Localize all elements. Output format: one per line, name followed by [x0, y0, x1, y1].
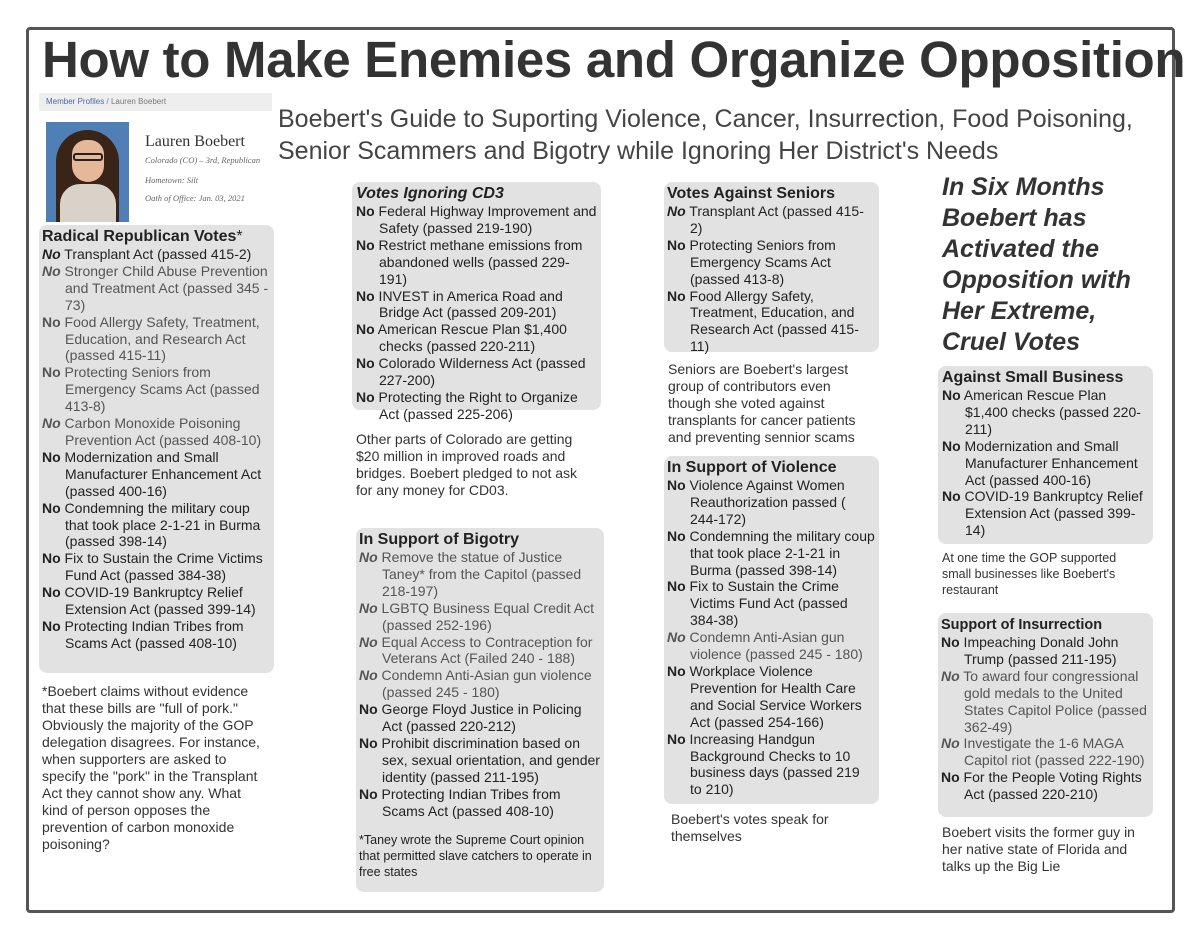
vote-bill-text: Carbon Monoxide Poisoning Prevention Act (passed 408-10) — [60, 415, 262, 448]
vote-no-label: No — [359, 599, 378, 616]
cd3-votes-heading: Votes Ignoring CD3 — [356, 185, 504, 202]
vote-item — [356, 288, 597, 322]
colorado-note: Other parts of Colorado are getting $20 million in improved roads and bridges. Boebert pledged to not ask for any money for CD03. — [356, 431, 578, 498]
vote-item — [359, 667, 600, 701]
vote-bill-text: Modernization and Small Manufacturer Enhancement Act (passed 400-16) — [960, 437, 1138, 488]
taney-footnote: *Taney wrote the Supreme Court opinion that permitted slave catchers to operate in free states — [359, 832, 592, 879]
vote-item — [942, 488, 1149, 539]
insurrection-votes-box — [938, 613, 1153, 817]
vote-no-label: No — [359, 549, 378, 565]
vote-item — [942, 438, 1149, 489]
vote-item — [941, 668, 1149, 736]
vote-no-label: No — [42, 499, 61, 516]
vote-item — [42, 449, 271, 500]
vote-no-label: No — [359, 667, 378, 684]
vote-bill-text: Increasing Handgun Background Checks to 10 business days (passed 219 to 210) — [685, 730, 860, 798]
vote-no-label: No — [942, 437, 961, 454]
vote-item — [42, 415, 271, 449]
vote-no-label: No — [942, 488, 961, 505]
bigotry-votes-box — [356, 528, 604, 892]
vote-bill-text: Condemning the military coup that took place 2-1-21 in Burma (passed 398-14) — [685, 527, 875, 578]
vote-bill-text: Violence Against Women Reauthorization passed ( 244-172) — [685, 477, 846, 527]
vote-bill-text: COVID-19 Bankruptcy Relief Extension Act (passed 399-14) — [60, 584, 256, 618]
vote-no-label: No — [941, 735, 960, 752]
vote-no-label: No — [42, 364, 61, 381]
insurrection-note: Boebert visits the former guy in her native state of Florida and talks up the Big Lie — [942, 824, 1135, 874]
vote-bill-text: Restrict methane emissions from abandoned wells (passed 229-191) — [374, 236, 583, 287]
vote-no-label: No — [42, 550, 61, 567]
member-oath: Oath of Office: Jan. 03, 2021 — [145, 193, 245, 203]
vote-bill-text: Protecting Indian Tribes from Scams Act (passed 408-10) — [377, 785, 561, 819]
insurrection-heading: Support of Insurrection — [941, 617, 1103, 633]
vote-bill-text: Condemn Anti-Asian gun violence (passed 245 - 180) — [685, 629, 863, 663]
vote-item — [42, 550, 271, 584]
vote-no-label: No — [359, 633, 378, 650]
vote-bill-text: For the People Voting Rights Act (passed 220-210) — [959, 769, 1142, 803]
vote-item — [667, 629, 875, 663]
vote-item — [941, 769, 1149, 803]
vote-bill-text: COVID-19 Bankruptcy Relief Extension Act (passed 399-14) — [960, 488, 1143, 539]
vote-no-label: No — [42, 262, 61, 279]
vote-no-label: No — [356, 203, 375, 219]
small-business-votes-list — [942, 387, 1149, 539]
vote-bill-text: Food Allergy Safety, Treatment, Education, and Research Act (passed 415-11) — [60, 313, 260, 364]
seniors-votes-heading: Votes Against Seniors — [667, 185, 836, 202]
vote-bill-text: Transplant Act (passed 415-2) — [685, 203, 864, 236]
vote-no-label: No — [359, 734, 378, 751]
vote-bill-text: Colorado Wilderness Act (passed 227-200) — [374, 355, 586, 389]
radical-votes-heading: Radical Republican Votes* — [42, 228, 243, 245]
vote-bill-text: Modernization and Small Manufacturer Enhancement Act (passed 400-16) — [60, 448, 262, 499]
vote-no-label: No — [42, 448, 61, 465]
vote-item — [42, 314, 271, 365]
breadcrumb-current: Lauren Boebert — [110, 97, 167, 106]
breadcrumb-separator: / — [106, 97, 109, 106]
vote-item — [667, 288, 875, 356]
vote-item — [359, 735, 600, 786]
vote-no-label: No — [359, 701, 378, 718]
member-profile-card — [39, 93, 272, 223]
member-photo — [46, 122, 129, 222]
small-business-votes-box — [938, 366, 1153, 544]
vote-bill-text: George Floyd Justice in Policing Act (passed 220-212) — [377, 701, 582, 735]
vote-no-label: No — [667, 578, 686, 595]
page-subtitle: Boebert's Guide to Suporting Violence, Cancer, Insurrection, Food Poisoning, Senior Scammers and Bigotry while Ignoring Her District's Needs — [278, 105, 1133, 165]
vote-no-label: No — [667, 236, 686, 253]
vote-item — [667, 237, 875, 288]
vote-item — [42, 618, 271, 652]
violence-note: Boebert's votes speak for themselves — [671, 811, 829, 844]
vote-no-label: No — [667, 662, 686, 679]
vote-bill-text: Workplace Violence Prevention for Health Care and Social Service Workers Act (passed 254-166) — [685, 662, 862, 730]
radical-votes-list — [42, 246, 271, 652]
vote-item — [42, 246, 271, 263]
vote-item — [42, 364, 271, 415]
member-hometown: Hometown: Silt — [145, 175, 199, 185]
vote-no-label: No — [356, 287, 375, 304]
vote-item — [359, 786, 600, 820]
vote-item — [356, 321, 597, 355]
vote-bill-text: INVEST in America Road and Bridge Act (passed 209-201) — [374, 287, 563, 321]
vote-item — [942, 387, 1149, 438]
vote-bill-text: Prohibit discrimination based on sex, sexual orientation, and gender identity (passed 211-195) — [377, 734, 600, 785]
vote-bill-text: Federal Highway Improvement and Safety (passed 219-190) — [374, 203, 597, 236]
vote-no-label: No — [42, 415, 61, 432]
vote-bill-text: American Rescue Plan $1,400 checks (passed 220-211) — [374, 321, 567, 355]
vote-no-label: No — [941, 769, 960, 786]
vote-bill-text: Condemning the military coup that took place 2-1-21 in Burma (passed 398-14) — [60, 499, 261, 550]
vote-item — [359, 549, 600, 600]
vote-no-label: No — [667, 527, 686, 544]
vote-no-label: No — [42, 617, 61, 634]
breadcrumb-link-member-profiles[interactable]: Member Profiles — [46, 97, 105, 106]
breadcrumb — [39, 93, 272, 111]
vote-no-label: No — [667, 477, 686, 493]
vote-no-label: No — [356, 236, 375, 253]
vote-item — [42, 500, 271, 551]
vote-item — [667, 731, 875, 799]
vote-no-label: No — [941, 667, 960, 684]
cd3-votes-list — [356, 203, 597, 423]
vote-bill-text: Fix to Sustain the Crime Victims Fund Act (passed 384-38) — [685, 578, 848, 629]
vote-no-label: No — [356, 355, 375, 372]
vote-item — [356, 203, 597, 237]
vote-bill-text: LGBTQ Business Equal Credit Act (passed 252-196) — [377, 599, 594, 633]
vote-item — [667, 477, 875, 528]
bigotry-votes-list — [359, 549, 600, 820]
vote-bill-text: Fix to Sustain the Crime Victims Fund Act (passed 384-38) — [60, 550, 263, 584]
seniors-votes-box — [664, 182, 879, 355]
vote-no-label: No — [667, 287, 686, 304]
vote-item — [42, 584, 271, 618]
vote-item — [941, 735, 1149, 769]
small-business-note: At one time the GOP supported small businesses like Boebert's restaurant — [942, 551, 1117, 597]
vote-bill-text: Stronger Child Abuse Prevention and Treatment Act (passed 345 - 73) — [60, 262, 269, 313]
vote-bill-text: Condemn Anti-Asian gun violence (passed 245 - 180) — [377, 667, 592, 701]
six-months-statement: In Six Months Boebert has Activated the Opposition with Her Extreme, Cruel Votes — [942, 173, 1131, 356]
vote-item — [359, 634, 600, 668]
page-title: How to Make Enemies and Organize Opposition — [42, 31, 1186, 88]
vote-no-label: No — [941, 634, 960, 650]
vote-item — [42, 263, 271, 314]
vote-bill-text: Protecting Seniors from Emergency Scams Act (passed 413-8) — [685, 236, 836, 287]
bigotry-votes-heading: In Support of Bigotry — [359, 531, 519, 548]
small-business-heading: Against Small Business — [942, 369, 1124, 386]
vote-no-label: No — [42, 584, 61, 601]
member-district: Colorado (CO) – 3rd, Republican — [145, 155, 261, 165]
vote-no-label: No — [42, 246, 61, 262]
seniors-note: Seniors are Boebert's largest group of contributors even though she voted against transplants for cancer patients and preventing sennior scams — [668, 361, 856, 445]
vote-bill-text: American Rescue Plan $1,400 checks (passed 220-211) — [960, 387, 1141, 437]
violence-votes-list — [667, 477, 875, 798]
vote-item — [941, 634, 1149, 668]
vote-item — [359, 600, 600, 634]
vote-item — [356, 389, 597, 423]
vote-no-label: No — [42, 313, 61, 330]
violence-votes-heading: In Support of Violence — [667, 459, 837, 476]
vote-item — [359, 701, 600, 735]
vote-no-label: No — [356, 388, 375, 405]
insurrection-votes-list — [941, 634, 1149, 803]
vote-no-label: No — [942, 387, 961, 403]
pork-note: *Boebert claims without evidence that these bills are "full of pork." Obviously the majority of the GOP delegation disagrees. For instance, when supporters are asked to specify the "pork" in the Transplant Act they cannot show any. What kind of person opposes the prevention of carbon monoxide poisoning? — [42, 683, 260, 852]
vote-no-label: No — [667, 203, 686, 219]
member-name: Lauren Boebert — [145, 133, 245, 150]
violence-votes-box — [664, 456, 879, 804]
vote-no-label: No — [667, 730, 686, 747]
vote-bill-text: Equal Access to Contraception for Veterans Act (Failed 240 - 188) — [377, 633, 593, 667]
radical-votes-box — [39, 225, 274, 673]
vote-item — [667, 663, 875, 731]
vote-bill-text: Transplant Act (passed 415-2) — [60, 246, 252, 262]
vote-bill-text: Protecting Indian Tribes from Scams Act (passed 408-10) — [60, 617, 244, 651]
vote-bill-text: Impeaching Donald John Trump (passed 211-195) — [959, 634, 1119, 667]
seniors-votes-list — [667, 203, 875, 355]
cd3-votes-box — [352, 182, 601, 422]
vote-bill-text: Remove the statue of Justice Taney* from the Capitol (passed 218-197) — [377, 549, 582, 599]
vote-bill-text: Protecting Seniors from Emergency Scams Act (passed 413-8) — [60, 364, 260, 415]
vote-bill-text: Protecting the Right to Organize Act (passed 225-206) — [374, 388, 578, 422]
vote-no-label: No — [667, 629, 686, 646]
vote-item — [667, 203, 875, 237]
vote-bill-text: To award four congressional gold medals to the United States Capitol Police (passed 362-49) — [959, 667, 1147, 735]
vote-item — [667, 578, 875, 629]
vote-no-label: No — [356, 321, 375, 338]
vote-bill-text: Food Allergy Safety, Treatment, Education, and Research Act (passed 415-11) — [685, 287, 859, 355]
vote-no-label: No — [359, 785, 378, 802]
vote-item — [356, 237, 597, 288]
vote-item — [356, 355, 597, 389]
vote-bill-text: Investigate the 1-6 MAGA Capitol riot (passed 222-190) — [959, 735, 1145, 769]
vote-item — [667, 528, 875, 579]
